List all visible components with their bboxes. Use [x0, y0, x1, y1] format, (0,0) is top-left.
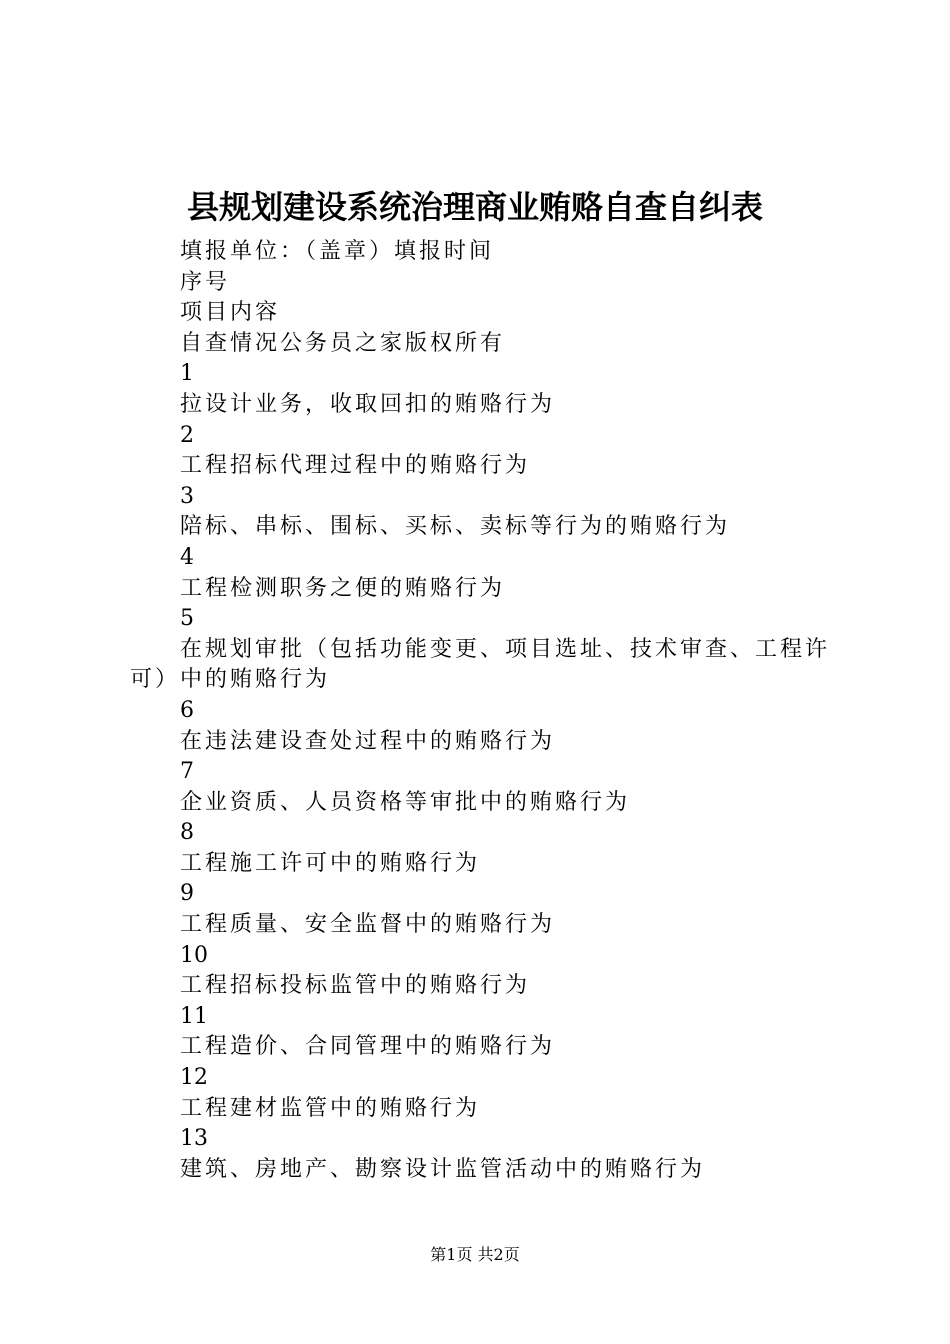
row-item: 工程造价、合同管理中的贿赂行为	[180, 1034, 556, 1060]
document-title: 县规划建设系统治理商业贿赂自查自纠表	[186, 188, 763, 226]
header-line: 填报单位：（盖章）填报时间	[180, 239, 495, 264]
row-number: 4	[180, 544, 194, 570]
row-item: 工程施工许可中的贿赂行为	[180, 850, 481, 876]
row-number: 7	[180, 759, 194, 785]
row-item: 拉设计业务，收取回扣的贿赂行为	[180, 391, 556, 417]
column-header-item: 项目内容	[180, 300, 281, 326]
row-number: 12	[180, 1065, 208, 1091]
row-number: 8	[180, 820, 194, 846]
page-footer: 第1页 共2页	[430, 1245, 520, 1264]
row-item: 工程招标代理过程中的贿赂行为	[180, 453, 531, 479]
row-number: 3	[180, 483, 194, 509]
row-number: 6	[180, 697, 194, 723]
column-header-status: 自查情况公务员之家版权所有	[180, 330, 506, 356]
row-number: 2	[180, 422, 194, 448]
row-number: 11	[180, 1003, 208, 1029]
document-body	[130, 237, 840, 1185]
row-item: 工程检测职务之便的贿赂行为	[180, 575, 506, 601]
row-item: 企业资质、人员资格等审批中的贿赂行为	[180, 789, 631, 815]
column-header-number: 序号	[180, 269, 231, 295]
row-number: 10	[180, 942, 208, 968]
row-item: 工程招标投标监管中的贿赂行为	[180, 973, 531, 999]
row-item: 在违法建设查处过程中的贿赂行为	[180, 728, 556, 754]
row-item: 在规划审批（包括功能变更、项目选址、技术审查、工程许可）中的贿赂行为	[130, 636, 831, 693]
row-number: 9	[180, 881, 194, 907]
row-item: 建筑、房地产、勘察设计监管活动中的贿赂行为	[180, 1156, 706, 1182]
row-number: 5	[180, 606, 194, 632]
row-item: 工程建材监管中的贿赂行为	[180, 1095, 481, 1121]
row-item: 工程质量、安全监督中的贿赂行为	[180, 912, 556, 938]
row-number: 13	[180, 1126, 208, 1152]
row-item: 陪标、串标、围标、买标、卖标等行为的贿赂行为	[180, 514, 731, 540]
row-number: 1	[180, 361, 194, 387]
